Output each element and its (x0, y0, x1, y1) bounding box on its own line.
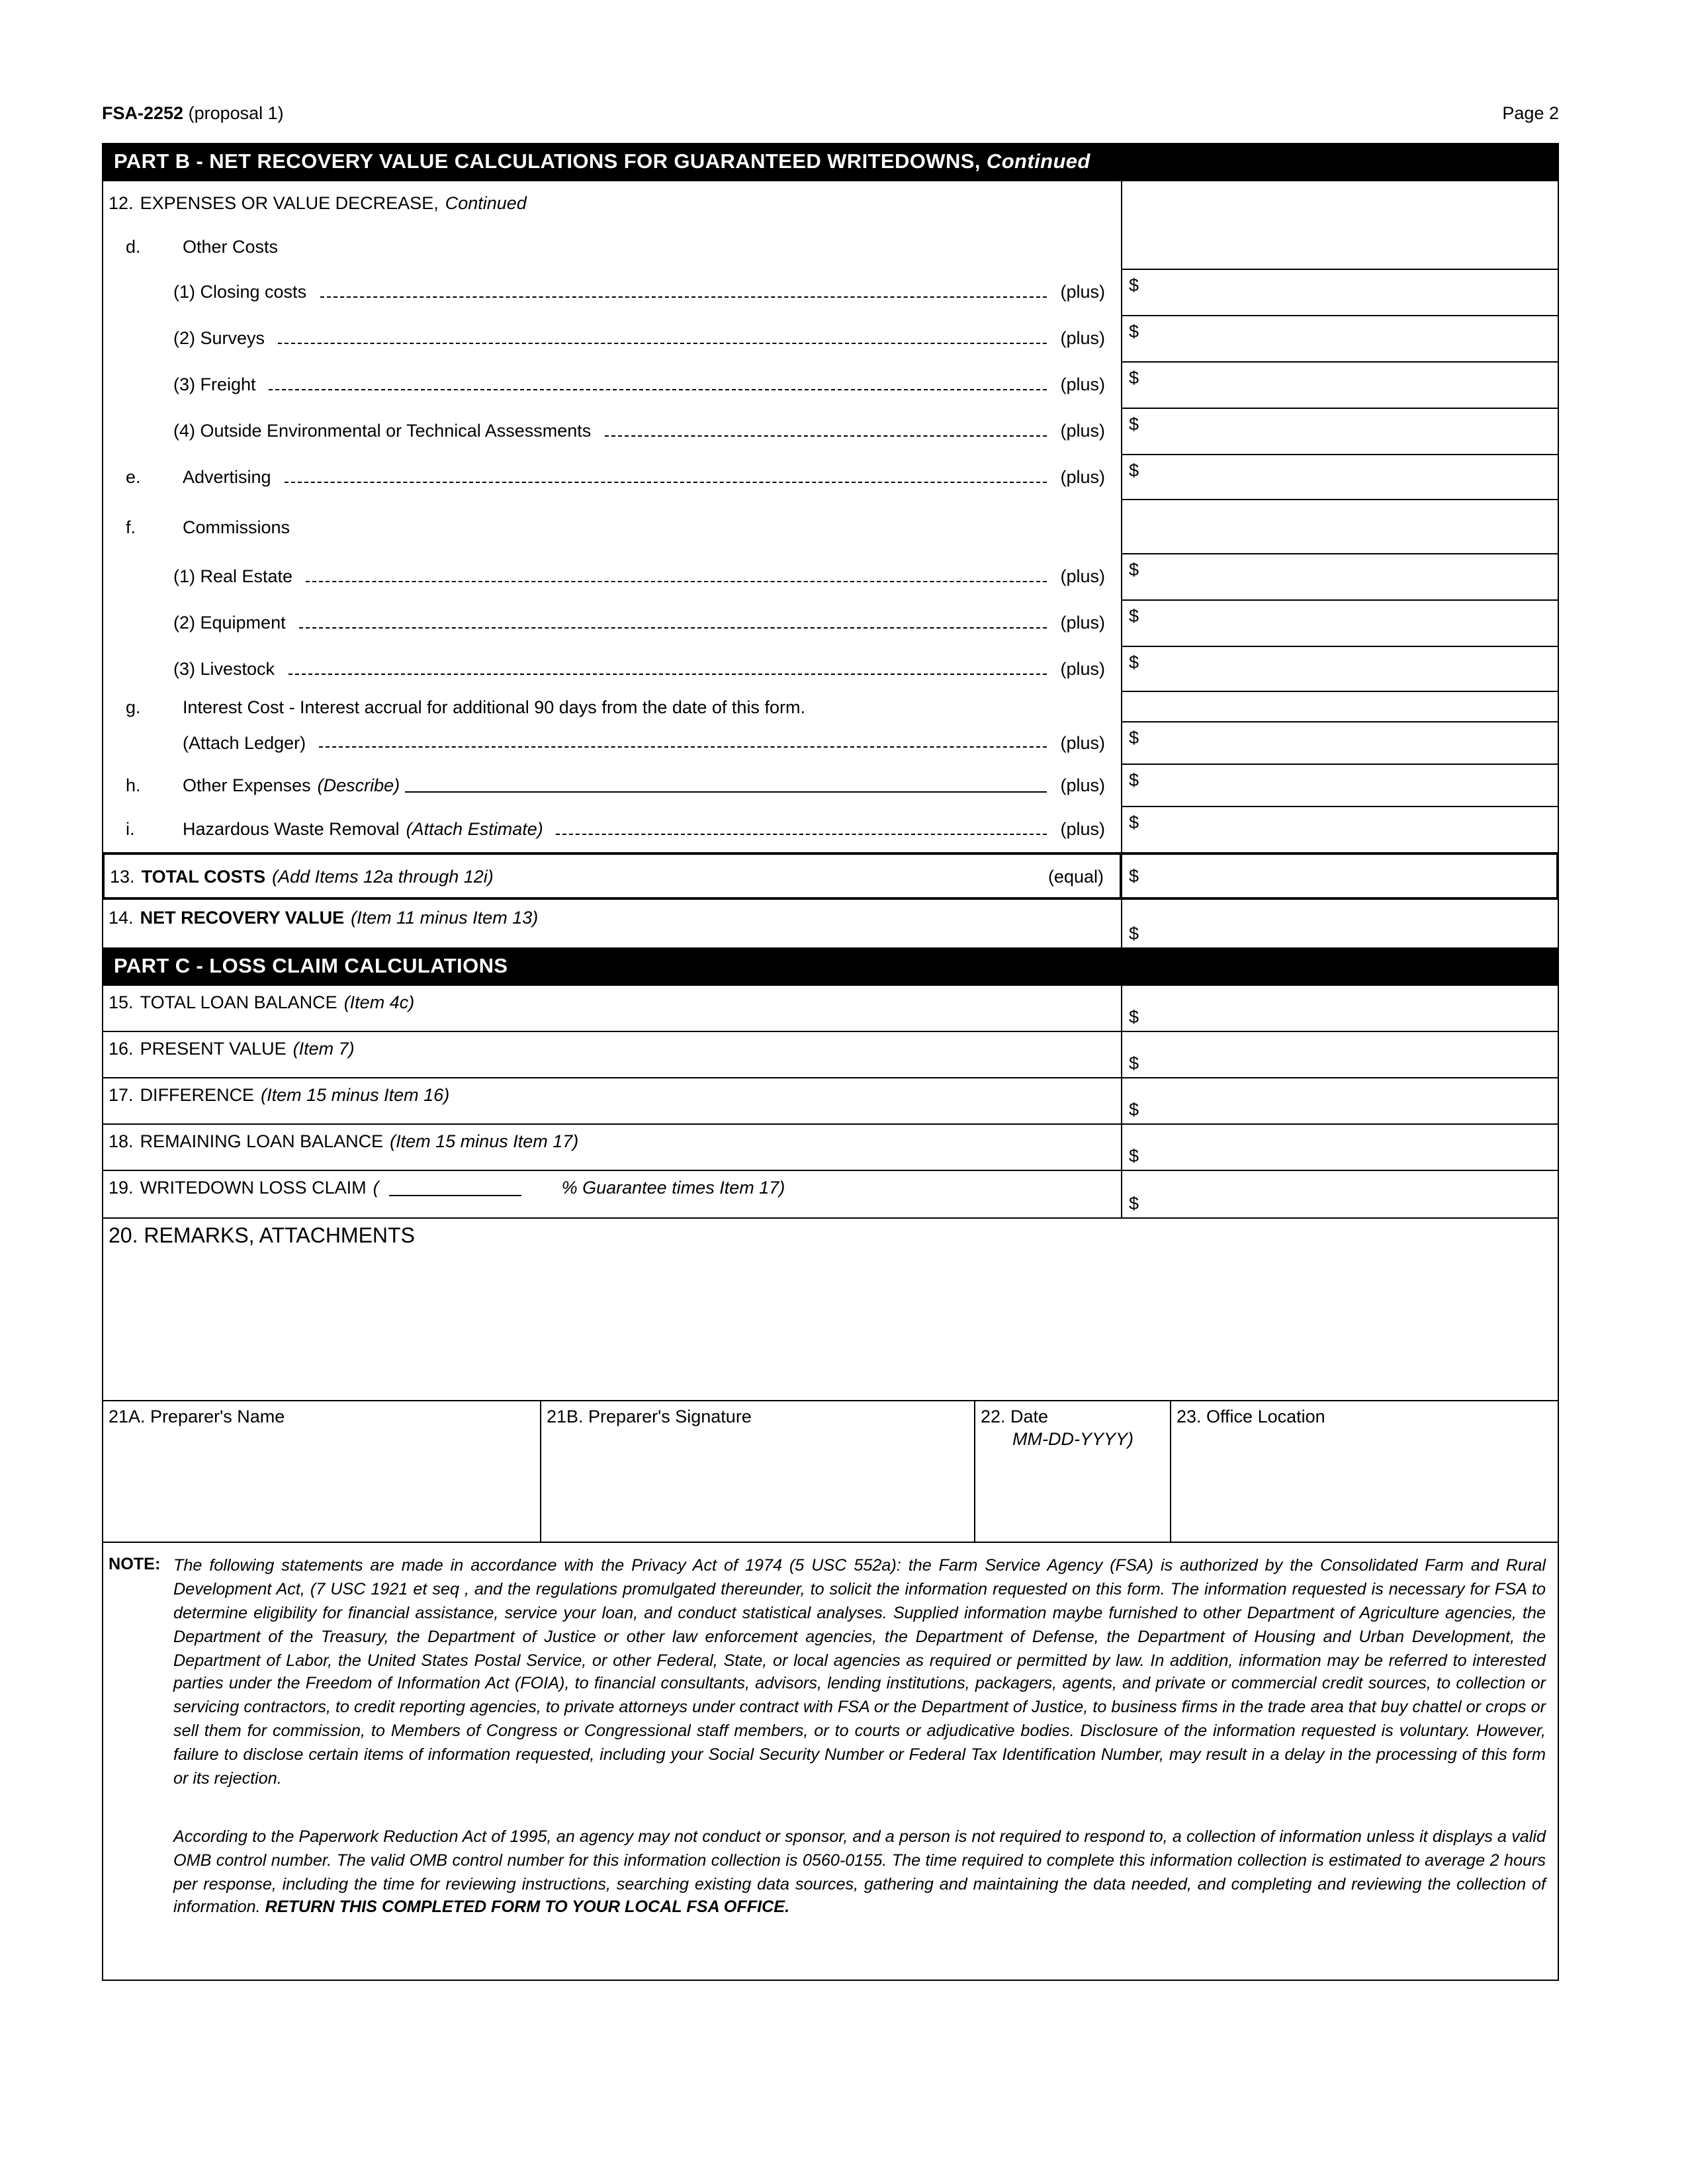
total-costs-text: TOTAL COSTS (141, 866, 266, 886)
remarks-text: REMARKS, ATTACHMENTS (144, 1225, 415, 1248)
attach-ledger-label (103, 721, 1121, 764)
dollar-sign: $ (1129, 606, 1139, 626)
dotted-leader (288, 664, 1047, 674)
item-19-number: 19. (109, 1178, 134, 1198)
operator-plus: (plus) (1060, 328, 1105, 348)
form-body (102, 143, 1559, 1981)
operator-plus: (plus) (1060, 659, 1105, 679)
date-label: 22. Date (981, 1407, 1049, 1426)
dotted-leader (320, 286, 1047, 297)
row-present-value (103, 1032, 1558, 1078)
row-other-expenses (103, 764, 1558, 806)
remaining-loan-balance-ref: (Item 15 minus Item 17) (390, 1131, 579, 1151)
preparer-signature-field[interactable] (541, 1401, 975, 1542)
freight-label (103, 361, 1121, 408)
privacy-note (103, 1543, 1558, 1980)
paren-open: ( (373, 1178, 379, 1198)
operator-plus: (plus) (1060, 732, 1105, 752)
row-total-loan-balance (103, 986, 1558, 1032)
dollar-sign: $ (1129, 275, 1139, 295)
dollar-sign: $ (1129, 322, 1139, 341)
closing-costs-label (103, 269, 1121, 315)
row-letter-i: i. (126, 819, 135, 839)
dollar-sign: $ (1129, 812, 1139, 832)
paperwork-reduction-paragraph (173, 1826, 1546, 1921)
amount-field-freight[interactable] (1121, 361, 1558, 408)
note-body (173, 1555, 1546, 1961)
total-loan-balance-label (103, 986, 1121, 1031)
real-estate-label (103, 553, 1121, 599)
attach-ledger-text: (Attach Ledger) (183, 732, 306, 752)
attach-estimate-text: (Attach Estimate) (406, 819, 543, 839)
livestock-text: (3) Livestock (173, 659, 275, 679)
interest-cost-text: Interest Cost - Interest accrual for additional 90 days from the date of this form. (183, 697, 805, 717)
operator-plus: (plus) (1060, 421, 1105, 441)
present-value-ref: (Item 7) (292, 1039, 355, 1059)
row-other-costs-header (103, 225, 1558, 269)
part-c-title: PART C - LOSS CLAIM CALCULATIONS (114, 955, 508, 978)
part-b-header (103, 143, 1558, 181)
amount-field-writedown-loss-claim[interactable] (1121, 1171, 1558, 1217)
total-loan-balance-text: TOTAL LOAN BALANCE (140, 992, 337, 1012)
item-20-number: 20. (109, 1225, 138, 1248)
item-12-label (103, 181, 1121, 225)
amount-field-net-recovery-value[interactable] (1121, 900, 1558, 947)
amount-column-spacer (1121, 500, 1558, 553)
dollar-sign: $ (1129, 368, 1139, 388)
row-real-estate (103, 553, 1558, 599)
dollar-sign: $ (1129, 1100, 1139, 1119)
row-letter-h: h. (126, 775, 141, 795)
difference-label (103, 1078, 1121, 1123)
amount-field-total-loan-balance[interactable] (1121, 986, 1558, 1031)
item-12-number: 12. (109, 193, 134, 213)
signature-row (103, 1401, 1558, 1543)
dollar-sign: $ (1129, 460, 1139, 480)
amount-column-spacer (1121, 692, 1558, 721)
advertising-text: Advertising (183, 467, 271, 487)
part-b-title: PART B - NET RECOVERY VALUE CALCULATIONS FOR GUARANTEED WRITEDOWNS, (114, 151, 981, 173)
form-variant: (proposal 1) (188, 103, 284, 123)
remarks-input-area[interactable] (103, 1250, 1558, 1400)
remaining-loan-balance-text: REMAINING LOAN BALANCE (140, 1131, 384, 1151)
part-b-title-continued: Continued (986, 151, 1090, 173)
dollar-sign: $ (1129, 770, 1139, 790)
amount-field-difference[interactable] (1121, 1078, 1558, 1123)
row-letter-e: e. (126, 467, 141, 487)
other-costs-text: Other Costs (183, 237, 279, 257)
row-total-costs (102, 852, 1559, 900)
commissions-text: Commissions (183, 517, 290, 537)
net-recovery-value-label (103, 900, 1121, 947)
present-value-text: PRESENT VALUE (140, 1039, 287, 1059)
dollar-sign: $ (1129, 414, 1139, 434)
hazardous-waste-text: Hazardous Waste Removal (183, 819, 400, 839)
amount-field-outside-assessments[interactable] (1121, 408, 1558, 454)
writedown-loss-claim-text: WRITEDOWN LOSS CLAIM (140, 1178, 367, 1198)
operator-equal: (equal) (1047, 866, 1104, 886)
item-17-number: 17. (109, 1085, 134, 1105)
operator-plus: (plus) (1060, 374, 1105, 394)
difference-text: DIFFERENCE (140, 1085, 255, 1105)
dollar-sign: $ (1129, 728, 1139, 748)
equipment-label (103, 599, 1121, 646)
net-recovery-value-ref: (Item 11 minus Item 13) (351, 908, 539, 928)
amount-field-interest-cost[interactable] (1121, 721, 1558, 764)
item-15-number: 15. (109, 992, 134, 1012)
dotted-leader (285, 472, 1047, 482)
other-costs-label (103, 225, 1121, 269)
surveys-label (103, 315, 1121, 361)
dotted-leader (604, 425, 1047, 436)
other-expenses-text: Other Expenses (183, 775, 311, 795)
dollar-sign: $ (1129, 560, 1139, 580)
paperwork-reduction-text: According to the Paperwork Reduction Act of 1995, an agency may not conduct or sponsor, and a person is not required to respond to, a collection of information unless it displays a valid OMB control number. The valid OMB control number for this information collection is 0560-0155. The time required to complete this information collection is estimated to average 2 hours per response, including the time for reviewing instructions, searching existing data sources, gathering and maintaining the data needed, and completing and reviewing the collection of information. (173, 1827, 1546, 1917)
dotted-leader (306, 571, 1047, 582)
amount-field-advertising[interactable] (1121, 454, 1558, 500)
outside-assessments-label (103, 408, 1121, 454)
dotted-leader (299, 617, 1047, 628)
describe-blank-line[interactable] (405, 777, 1047, 793)
amount-field-present-value[interactable] (1121, 1032, 1558, 1077)
row-equipment (103, 599, 1558, 646)
page-number: Page 2 (1502, 103, 1559, 123)
remarks-label (109, 1225, 415, 1249)
item-16-number: 16. (109, 1039, 134, 1059)
guarantee-times-text: % Guarantee times Item 17) (561, 1178, 785, 1198)
preparer-signature-label: 21B. Preparer's Signature (547, 1407, 752, 1426)
dollar-sign: $ (1129, 924, 1139, 943)
row-letter-f: f. (126, 517, 136, 537)
amount-field-remaining-loan-balance[interactable] (1121, 1125, 1558, 1170)
row-freight (103, 361, 1558, 408)
row-letter-d: d. (126, 237, 141, 257)
dollar-sign: $ (1129, 1007, 1139, 1027)
row-interest-cost-line1 (103, 692, 1558, 721)
other-expenses-label (103, 764, 1121, 806)
operator-plus: (plus) (1060, 467, 1105, 487)
dotted-leader (269, 379, 1047, 390)
return-form-instruction: RETURN THIS COMPLETED FORM TO YOUR LOCAL FSA OFFICE. (265, 1898, 790, 1917)
total-costs-ref: (Add Items 12a through 12i) (272, 866, 494, 886)
form-number: FSA-2252 (102, 103, 184, 123)
form-number-block (102, 103, 284, 123)
dollar-sign: $ (1129, 1146, 1139, 1166)
item-13-number: 13. (110, 866, 135, 886)
row-letter-g: g. (126, 697, 141, 717)
preparer-name-field[interactable] (103, 1401, 541, 1542)
total-loan-balance-ref: (Item 4c) (343, 992, 415, 1012)
total-costs-label (105, 855, 1120, 897)
amount-field-closing-costs[interactable] (1121, 269, 1558, 315)
surveys-text: (2) Surveys (173, 328, 265, 348)
row-remarks (103, 1219, 1558, 1401)
item-12-text: EXPENSES OR VALUE DECREASE, (140, 193, 439, 213)
date-format-hint: MM-DD-YYYY) (1012, 1429, 1133, 1449)
item-12-continued: Continued (445, 193, 527, 213)
item-12-row (103, 181, 1558, 225)
dollar-sign: $ (1129, 652, 1139, 672)
dotted-leader (278, 333, 1047, 343)
freight-text: (3) Freight (173, 374, 256, 394)
operator-plus: (plus) (1060, 566, 1105, 586)
amount-field-surveys[interactable] (1121, 315, 1558, 361)
row-difference (103, 1078, 1558, 1125)
closing-costs-text: (1) Closing costs (173, 282, 307, 302)
dotted-leader (319, 737, 1047, 748)
office-location-field[interactable] (1171, 1401, 1558, 1542)
operator-plus: (plus) (1060, 613, 1105, 633)
present-value-label (103, 1032, 1121, 1077)
amount-field-livestock[interactable] (1121, 646, 1558, 692)
item-18-number: 18. (109, 1131, 134, 1151)
operator-plus: (plus) (1060, 775, 1105, 795)
row-commissions-header (103, 500, 1558, 553)
guarantee-percent-blank[interactable] (390, 1178, 522, 1196)
preparer-name-label: 21A. Preparer's Name (109, 1407, 285, 1426)
amount-field-other-expenses[interactable] (1121, 764, 1558, 806)
privacy-act-paragraph: The following statements are made in accordance with the Privacy Act of 1974 (5 USC 552a): the Farm Service Agency (FSA) is authorized by the Consolidated Farm and Rural Development Act, (7 USC 1921 et seq , and the regulations promulgated thereunder, to solicit the information requested on this form. The information requested is necessary for FSA to determine eligibility for financial assistance, service your loan, and conduct statistical analyses. Supplied information maybe furnished to other Department of Agriculture agencies, the Department of the Treasury, the Department of Justice or other law enforcement agencies, the Department of Defense, the Department of Housing and Urban Development, the Department of Labor, the United States Postal Service, or other Federal, State, or local agencies as required or permitted by law. In addition, information may be referred to interested parties under the Freedom of Information Act (FOIA), to financial consultants, advisors, lending institutions, packagers, agents, and private or commercial credit sources, to collection or servicing contractors, to credit reporting agencies, to private attorneys under contract with FSA or the Department of Justice, to business firms in the trade area that buy chattel or crops or sell them for commission, to Members of Congress or Congressional staff members, or to courts or adjudicative bodies. Disclosure of the information requested is voluntary. However, failure to disclose certain items of information requested, including your Social Security Number or Federal Tax Identification Number, may result in a delay in the processing of this form or its rejection. (173, 1556, 1546, 1788)
dotted-leader (556, 824, 1047, 834)
hazardous-waste-label (103, 806, 1121, 852)
operator-plus: (plus) (1060, 819, 1105, 839)
interest-cost-label (103, 692, 1121, 721)
row-remaining-loan-balance (103, 1125, 1558, 1171)
row-advertising (103, 454, 1558, 500)
item-14-number: 14. (109, 908, 134, 928)
amount-column-spacer (1121, 181, 1558, 225)
difference-ref: (Item 15 minus Item 16) (261, 1085, 450, 1105)
net-recovery-value-text: NET RECOVERY VALUE (140, 908, 345, 928)
dollar-sign: $ (1129, 1053, 1139, 1073)
writedown-loss-claim-label (103, 1171, 1121, 1217)
row-outside-assessments (103, 408, 1558, 454)
page-header (102, 103, 1559, 123)
real-estate-text: (1) Real Estate (173, 566, 293, 586)
row-hazardous-waste (103, 806, 1558, 852)
operator-plus: (plus) (1060, 282, 1105, 302)
date-field[interactable] (975, 1401, 1171, 1542)
dollar-sign: $ (1129, 1194, 1139, 1213)
row-surveys (103, 315, 1558, 361)
office-location-label: 23. Office Location (1177, 1407, 1325, 1426)
part-c-header (103, 947, 1558, 986)
row-closing-costs (103, 269, 1558, 315)
amount-field-equipment[interactable] (1121, 599, 1558, 646)
amount-column-spacer (1121, 225, 1558, 269)
row-livestock (103, 646, 1558, 692)
row-interest-cost-line2 (103, 721, 1558, 764)
row-writedown-loss-claim (103, 1171, 1558, 1219)
amount-field-real-estate[interactable] (1121, 553, 1558, 599)
amount-field-total-costs[interactable] (1120, 855, 1556, 897)
note-label: NOTE: (109, 1555, 161, 1573)
row-net-recovery-value (103, 900, 1558, 947)
dollar-sign: $ (1129, 866, 1139, 886)
commissions-label (103, 500, 1121, 553)
equipment-text: (2) Equipment (173, 613, 286, 633)
describe-text: (Describe) (317, 775, 400, 795)
remaining-loan-balance-label (103, 1125, 1121, 1170)
amount-field-hazardous-waste[interactable] (1121, 806, 1558, 852)
advertising-label (103, 454, 1121, 500)
outside-assessments-text: (4) Outside Environmental or Technical Assessments (173, 421, 592, 441)
livestock-label (103, 646, 1121, 692)
